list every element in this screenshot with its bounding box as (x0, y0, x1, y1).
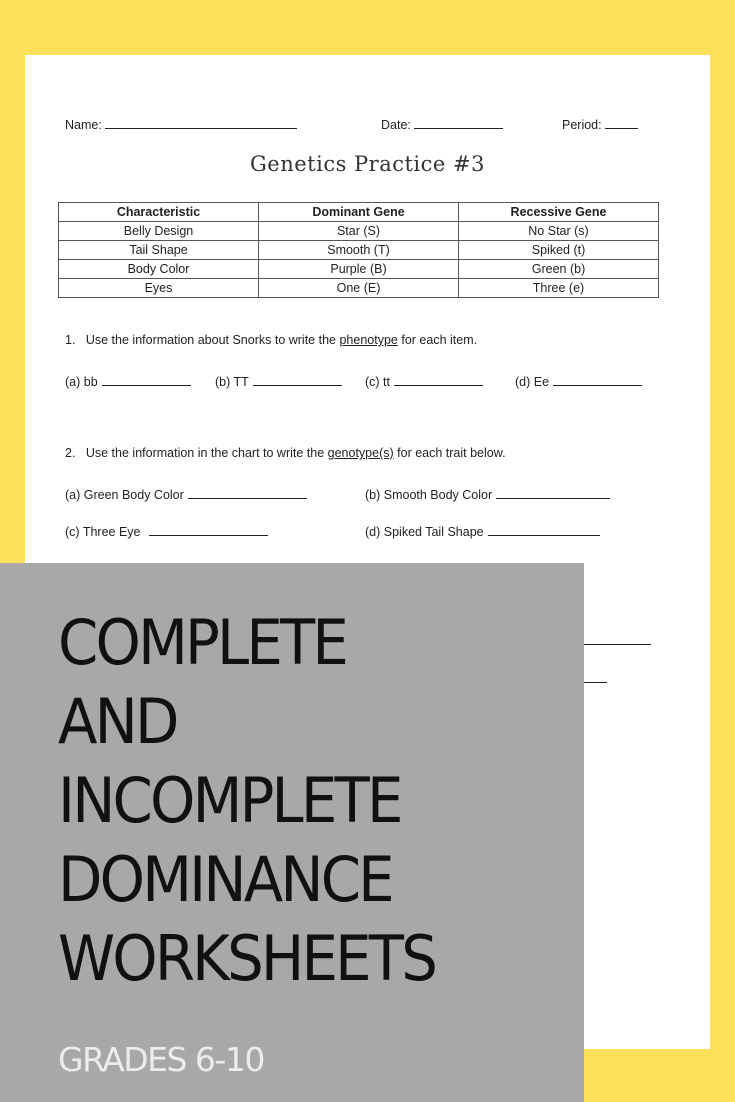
column-header: Recessive Gene (459, 203, 659, 222)
column-header: Dominant Gene (259, 203, 459, 222)
question-keyword: phenotype (339, 333, 398, 347)
item-label: (c) tt (365, 375, 390, 389)
table-cell: No Star (s) (459, 222, 659, 241)
answer-blank (102, 375, 191, 386)
grades-subtitle: GRADES 6-10 (58, 1040, 264, 1079)
question-text: for each item. (401, 333, 478, 347)
question-number: 1. (65, 333, 76, 347)
table-cell: Purple (B) (259, 260, 459, 279)
q1-item-b (215, 375, 342, 389)
period-label: Period: (562, 118, 602, 132)
overlay-title-line: AND (58, 685, 177, 758)
table-cell: Spiked (t) (459, 241, 659, 260)
table-cell: Star (S) (259, 222, 459, 241)
table-cell: Smooth (T) (259, 241, 459, 260)
table-cell: Three (e) (459, 279, 659, 298)
q2-item-d (365, 525, 600, 539)
answer-blank (253, 375, 342, 386)
answer-blank (188, 488, 307, 499)
q1-item-d (515, 375, 642, 389)
table-row (59, 260, 659, 279)
item-label: (c) Three Eye (65, 525, 141, 539)
q1-item-a (65, 375, 191, 389)
item-label: (a) Green Body Color (65, 488, 184, 502)
question-text: for each trait below. (397, 446, 506, 460)
item-label: (d) Spiked Tail Shape (365, 525, 484, 539)
table-cell: Body Color (59, 260, 259, 279)
q2-item-b (365, 488, 610, 502)
table-cell: Tail Shape (59, 241, 259, 260)
worksheet-title: Genetics Practice #3 (250, 152, 485, 176)
table-cell: Belly Design (59, 222, 259, 241)
question-number: 2. (65, 446, 76, 460)
date-blank (414, 118, 503, 129)
period-field (562, 118, 638, 132)
item-label: (b) Smooth Body Color (365, 488, 493, 502)
date-label: Date: (381, 118, 411, 132)
traits-table (58, 202, 659, 298)
table-cell: Green (b) (459, 260, 659, 279)
name-label: Name: (65, 118, 102, 132)
date-field (381, 118, 503, 132)
question-text: Use the information in the chart to write the (85, 446, 325, 460)
overlay-title-line: DOMINANCE (58, 843, 392, 916)
item-label: (a) bb (65, 375, 98, 389)
name-blank (105, 118, 297, 129)
answer-blank (394, 375, 483, 386)
table-cell: One (E) (259, 279, 459, 298)
overlay-title-line: INCOMPLETE (58, 764, 401, 837)
q2-item-a (65, 488, 307, 502)
answer-blank (149, 525, 268, 536)
question-2 (65, 446, 506, 460)
name-field (65, 118, 297, 132)
table-row (59, 279, 659, 298)
answer-blank (488, 525, 600, 536)
table-row (59, 241, 659, 260)
table-row (59, 222, 659, 241)
answer-blank (553, 375, 642, 386)
question-keyword: genotype(s) (327, 446, 394, 460)
overlay-title-line: WORKSHEETS (58, 922, 436, 995)
column-header: Characteristic (59, 203, 259, 222)
item-label: (d) Ee (515, 375, 550, 389)
item-label: (b) TT (215, 375, 249, 389)
answer-blank (584, 643, 651, 645)
question-text: Use the information about Snorks to write the (85, 333, 336, 347)
overlay-title-line: COMPLETE (58, 606, 347, 679)
period-blank (605, 118, 638, 129)
table-header-row (59, 203, 659, 222)
answer-blank (584, 681, 607, 683)
q2-item-c (65, 525, 268, 539)
answer-blank (496, 488, 610, 499)
table-cell: Eyes (59, 279, 259, 298)
question-1 (65, 333, 477, 347)
q1-item-c (365, 375, 483, 389)
